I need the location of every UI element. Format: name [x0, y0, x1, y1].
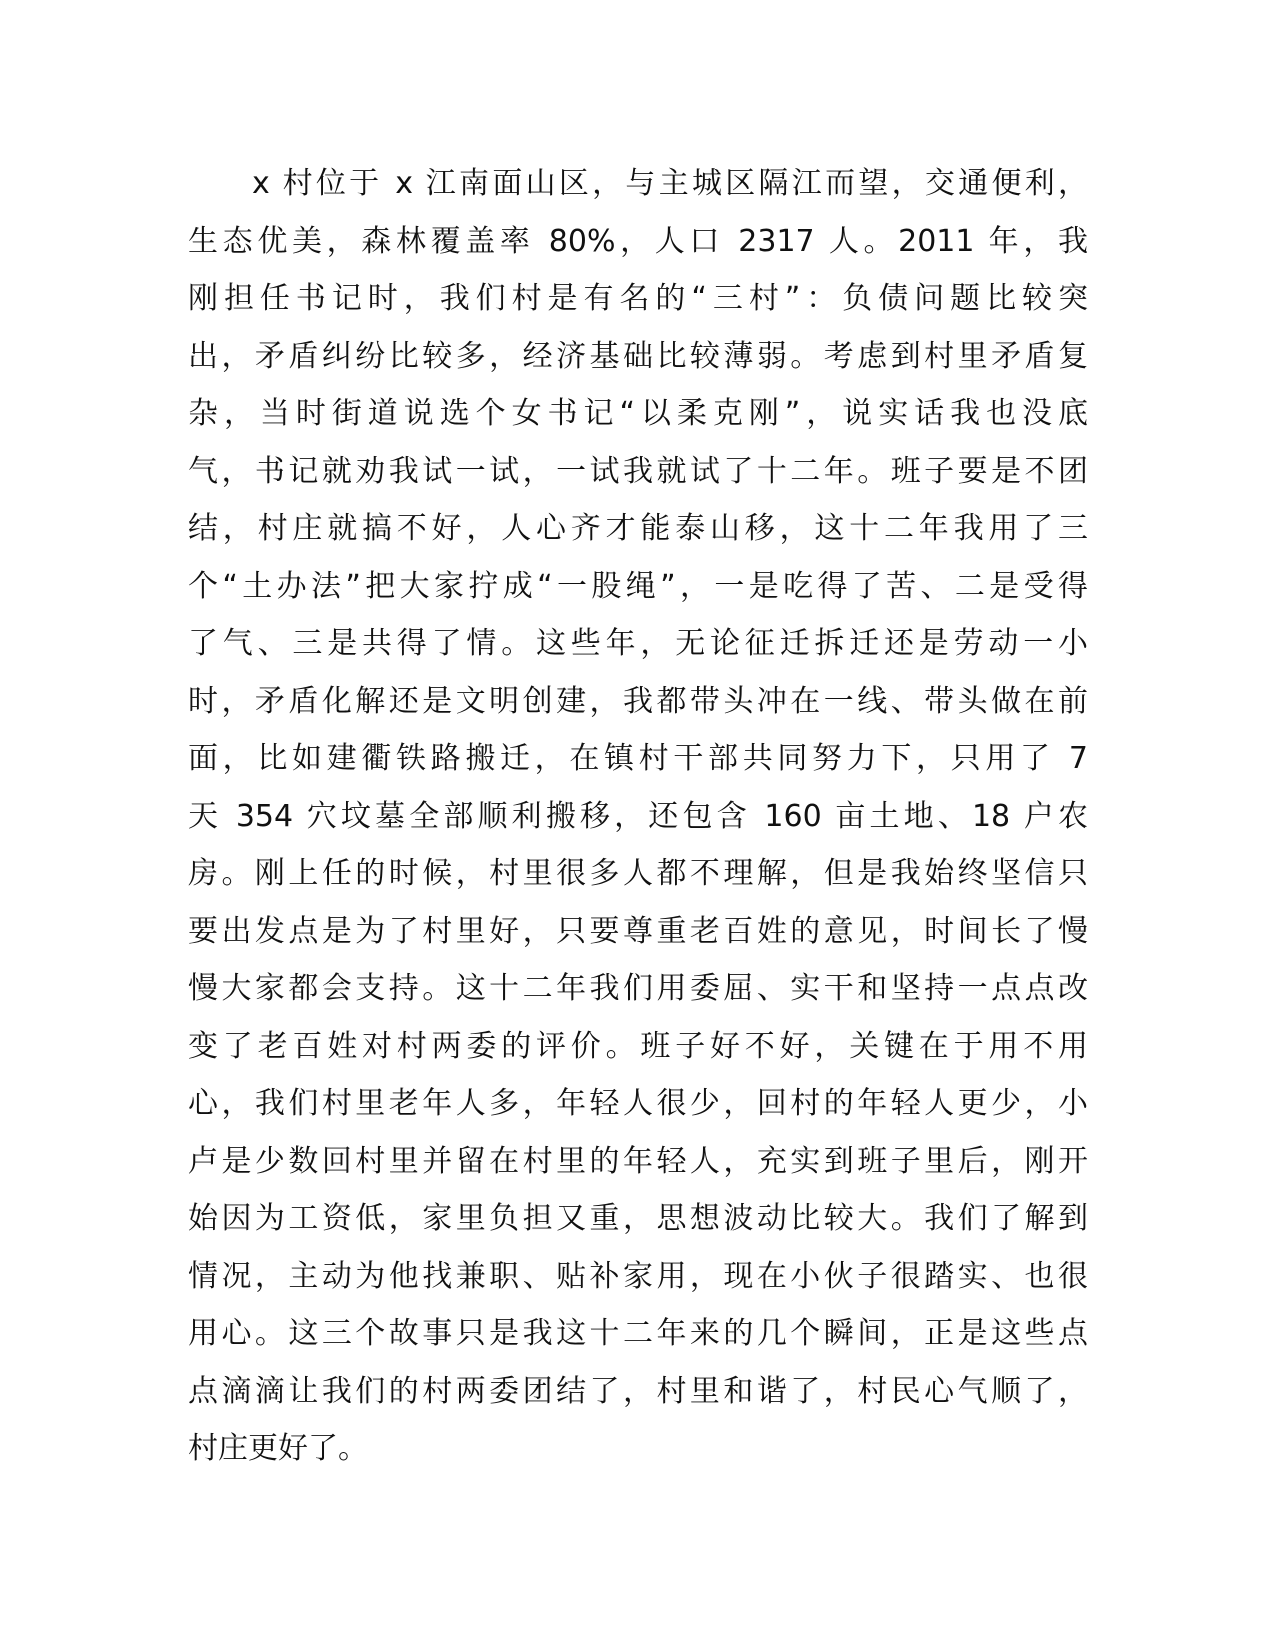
paragraph-line-3: 刚担任书记时，我们村是有名的“三村”：负债问题比较突: [188, 281, 1088, 316]
paragraph-line-4: 出，矛盾纠纷比较多，经济基础比较薄弱。考虑到村里矛盾复: [188, 338, 1088, 374]
paragraph-line-1: x 村位于 x 江南面山区，与主城区隔江而望，交通便利，: [252, 166, 1088, 201]
paragraph-line-5: 杂，当时街道说选个女书记“以柔克刚”，说实话我也没底: [188, 396, 1088, 431]
paragraph-line-16: 变了老百姓对村两委的评价。班子好不好，关键在于用不用: [188, 1028, 1088, 1064]
paragraph-line-12: 天 354 穴坟墓全部顺利搬移，还包含 160 亩土地、18 户农: [188, 798, 1088, 834]
paragraph-line-9: 了气、三是共得了情。这些年，无论征迁拆迁还是劳动一小: [188, 626, 1088, 661]
paragraph-line-21: 用心。这三个故事只是我这十二年来的几个瞬间，正是这些点: [188, 1316, 1088, 1351]
paragraph-line-17: 心，我们村里老年人多，年轻人很少，回村的年轻人更少，小: [188, 1086, 1088, 1121]
paragraph-line-11: 面，比如建衢铁路搬迁，在镇村干部共同努力下，只用了 7: [188, 741, 1088, 776]
paragraph-line-15: 慢大家都会支持。这十二年我们用委屈、实干和坚持一点点改: [188, 971, 1088, 1006]
paragraph-line-23: 村庄更好了。: [188, 1431, 368, 1466]
paragraph-line-2: 生态优美，森林覆盖率 80%，人口 2317 人。2011 年，我: [188, 223, 1088, 259]
paragraph-line-8: 个“土办法”把大家拧成“一股绳”，一是吃得了苦、二是受得: [188, 568, 1088, 604]
body-paragraph: [188, 155, 1088, 1478]
paragraph-line-14: 要出发点是为了村里好，只要尊重老百姓的意见，时间长了慢: [188, 913, 1088, 949]
paragraph-line-22: 点滴滴让我们的村两委团结了，村里和谐了，村民心气顺了，: [188, 1373, 1088, 1409]
paragraph-line-10: 时，矛盾化解还是文明创建，我都带头冲在一线、带头做在前: [188, 683, 1088, 719]
paragraph-line-13: 房。刚上任的时候，村里很多人都不理解，但是我始终坚信只: [188, 856, 1088, 891]
paragraph-line-6: 气，书记就劝我试一试，一试我就试了十二年。班子要是不团: [188, 453, 1088, 489]
paragraph-line-20: 情况，主动为他找兼职、贴补家用，现在小伙子很踏实、也很: [188, 1258, 1088, 1294]
paragraph-line-18: 卢是少数回村里并留在村里的年轻人，充实到班子里后，刚开: [188, 1143, 1088, 1179]
paragraph-line-7: 结，村庄就搞不好，人心齐才能泰山移，这十二年我用了三: [188, 511, 1088, 546]
paragraph-line-19: 始因为工资低，家里负担又重，思想波动比较大。我们了解到: [188, 1201, 1088, 1236]
